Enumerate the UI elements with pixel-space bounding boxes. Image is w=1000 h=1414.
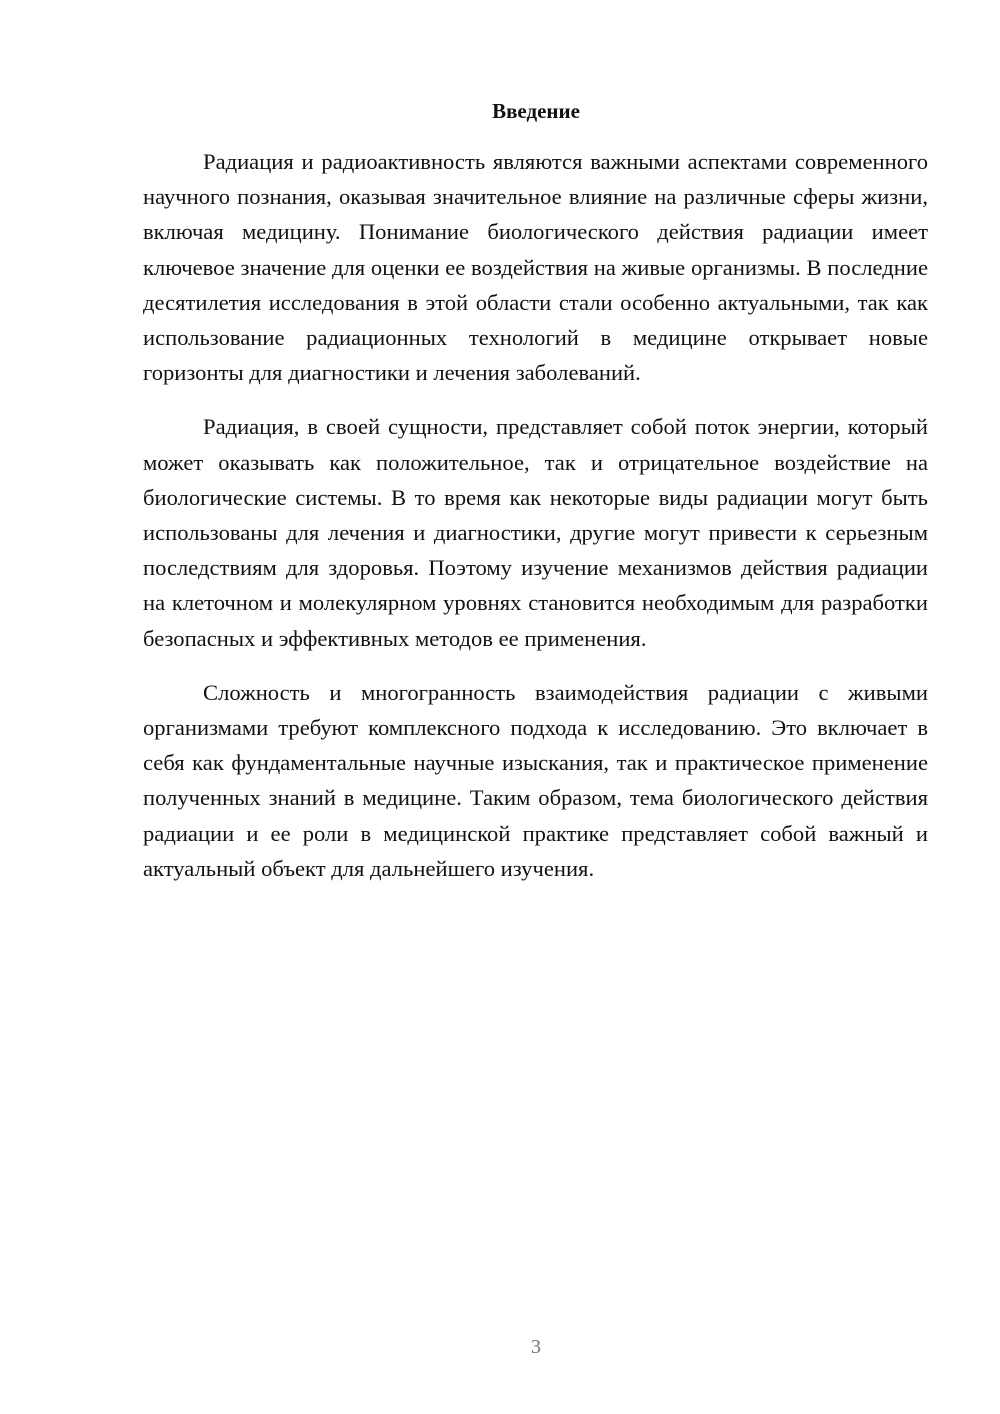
paragraph-1: Радиация и радиоактивность являются важными аспектами современного научного познания, оказывая значительное влияние на различные сферы жизни, включая медицину. Понимание биологического действия радиации имеет ключевое значение для оценки ее воздействия на живые организмы. В последние десятилетия исследования в этой области стали особенно актуальными, так как использование радиационных технологий в медицине открывает новые горизонты для диагностики и лечения заболеваний. (143, 149, 928, 386)
paragraph-2: Радиация, в своей сущности, представляет собой поток энергии, который может оказывать как положительное, так и отрицательное воздействие на биологические системы. В то время как некоторые виды радиации могут быть использованы для лечения и диагностики, другие могут привести к серьезным последствиям для здоровья. Поэтому изучение механизмов действия радиации на клеточном и молекулярном уровнях становится необходимым для разработки безопасных и эффективных методов ее применения. (143, 414, 928, 651)
body-text (143, 144, 928, 886)
section-title: Введение (492, 99, 580, 123)
page-number: 3 (531, 1336, 541, 1358)
paragraph-3: Сложность и многогранность взаимодействия радиации с живыми организмами требуют комплексного подхода к исследованию. Это включает в себя как фундаментальные научные изыскания, так и практическое применение полученных знаний в медицине. Таким образом, тема биологического действия радиации и ее роли в медицинской практике представляет собой важный и актуальный объект для дальнейшего изучения. (143, 679, 928, 881)
